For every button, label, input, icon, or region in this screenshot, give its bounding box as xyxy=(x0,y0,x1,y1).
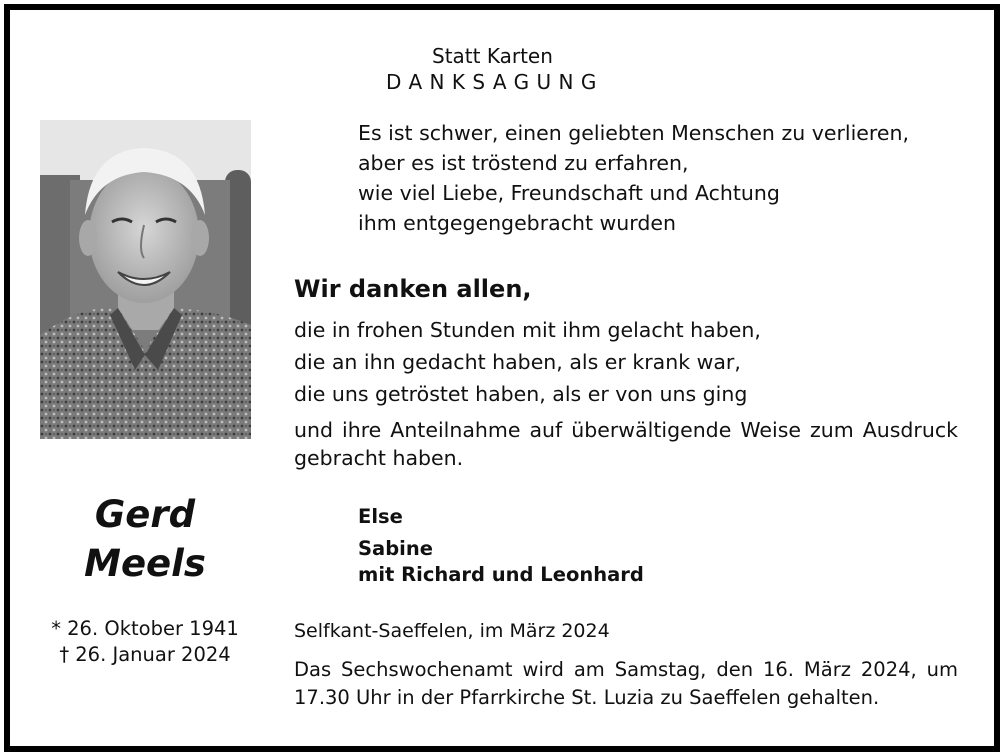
signatory-else: Else xyxy=(358,505,403,528)
thanks-last-paragraph: und ihre Anteilnahme auf überwältigende Weise zum Ausdruck gebracht haben. xyxy=(294,418,958,470)
thanks-line: die an ihn gedacht haben, als er krank war, xyxy=(294,350,741,374)
quote-line: ihm entgegengebracht wurden xyxy=(358,211,676,235)
header-statt-karten: Statt Karten xyxy=(432,44,553,68)
header-danksagung: DANKSAGUNG xyxy=(386,70,604,94)
deceased-last-name: Meels xyxy=(84,542,206,585)
birth-date: * 26. Oktober 1941 xyxy=(51,617,239,640)
thanks-heading: Wir danken allen, xyxy=(294,275,532,303)
portrait-photo xyxy=(40,120,251,439)
death-date: † 26. Januar 2024 xyxy=(59,643,231,666)
deceased-first-name: Gerd xyxy=(94,493,196,536)
quote-line: wie viel Liebe, Freundschaft und Achtung xyxy=(358,181,780,205)
quote-block xyxy=(358,118,909,238)
place-and-date: Selfkant-Saeffelen, im März 2024 xyxy=(294,620,610,642)
thanks-line: die in frohen Stunden mit ihm gelacht haben, xyxy=(294,318,761,342)
quote-line: aber es ist tröstend zu erfahren, xyxy=(358,151,689,175)
signatory-sabine: Sabine xyxy=(358,537,433,560)
thanks-line: die uns getröstet haben, als er von uns ging xyxy=(294,382,748,406)
mass-notice: Das Sechswochenamt wird am Samstag, den 16. März 2024, um 17.30 Uhr in der Pfarrkirche St. Luzia zu Saeffelen gehalten. xyxy=(294,658,958,709)
signatory-family: mit Richard und Leonhard xyxy=(358,563,644,586)
quote-line: Es ist schwer, einen geliebten Menschen zu verlieren, xyxy=(358,121,909,145)
thanks-lines xyxy=(294,316,761,412)
